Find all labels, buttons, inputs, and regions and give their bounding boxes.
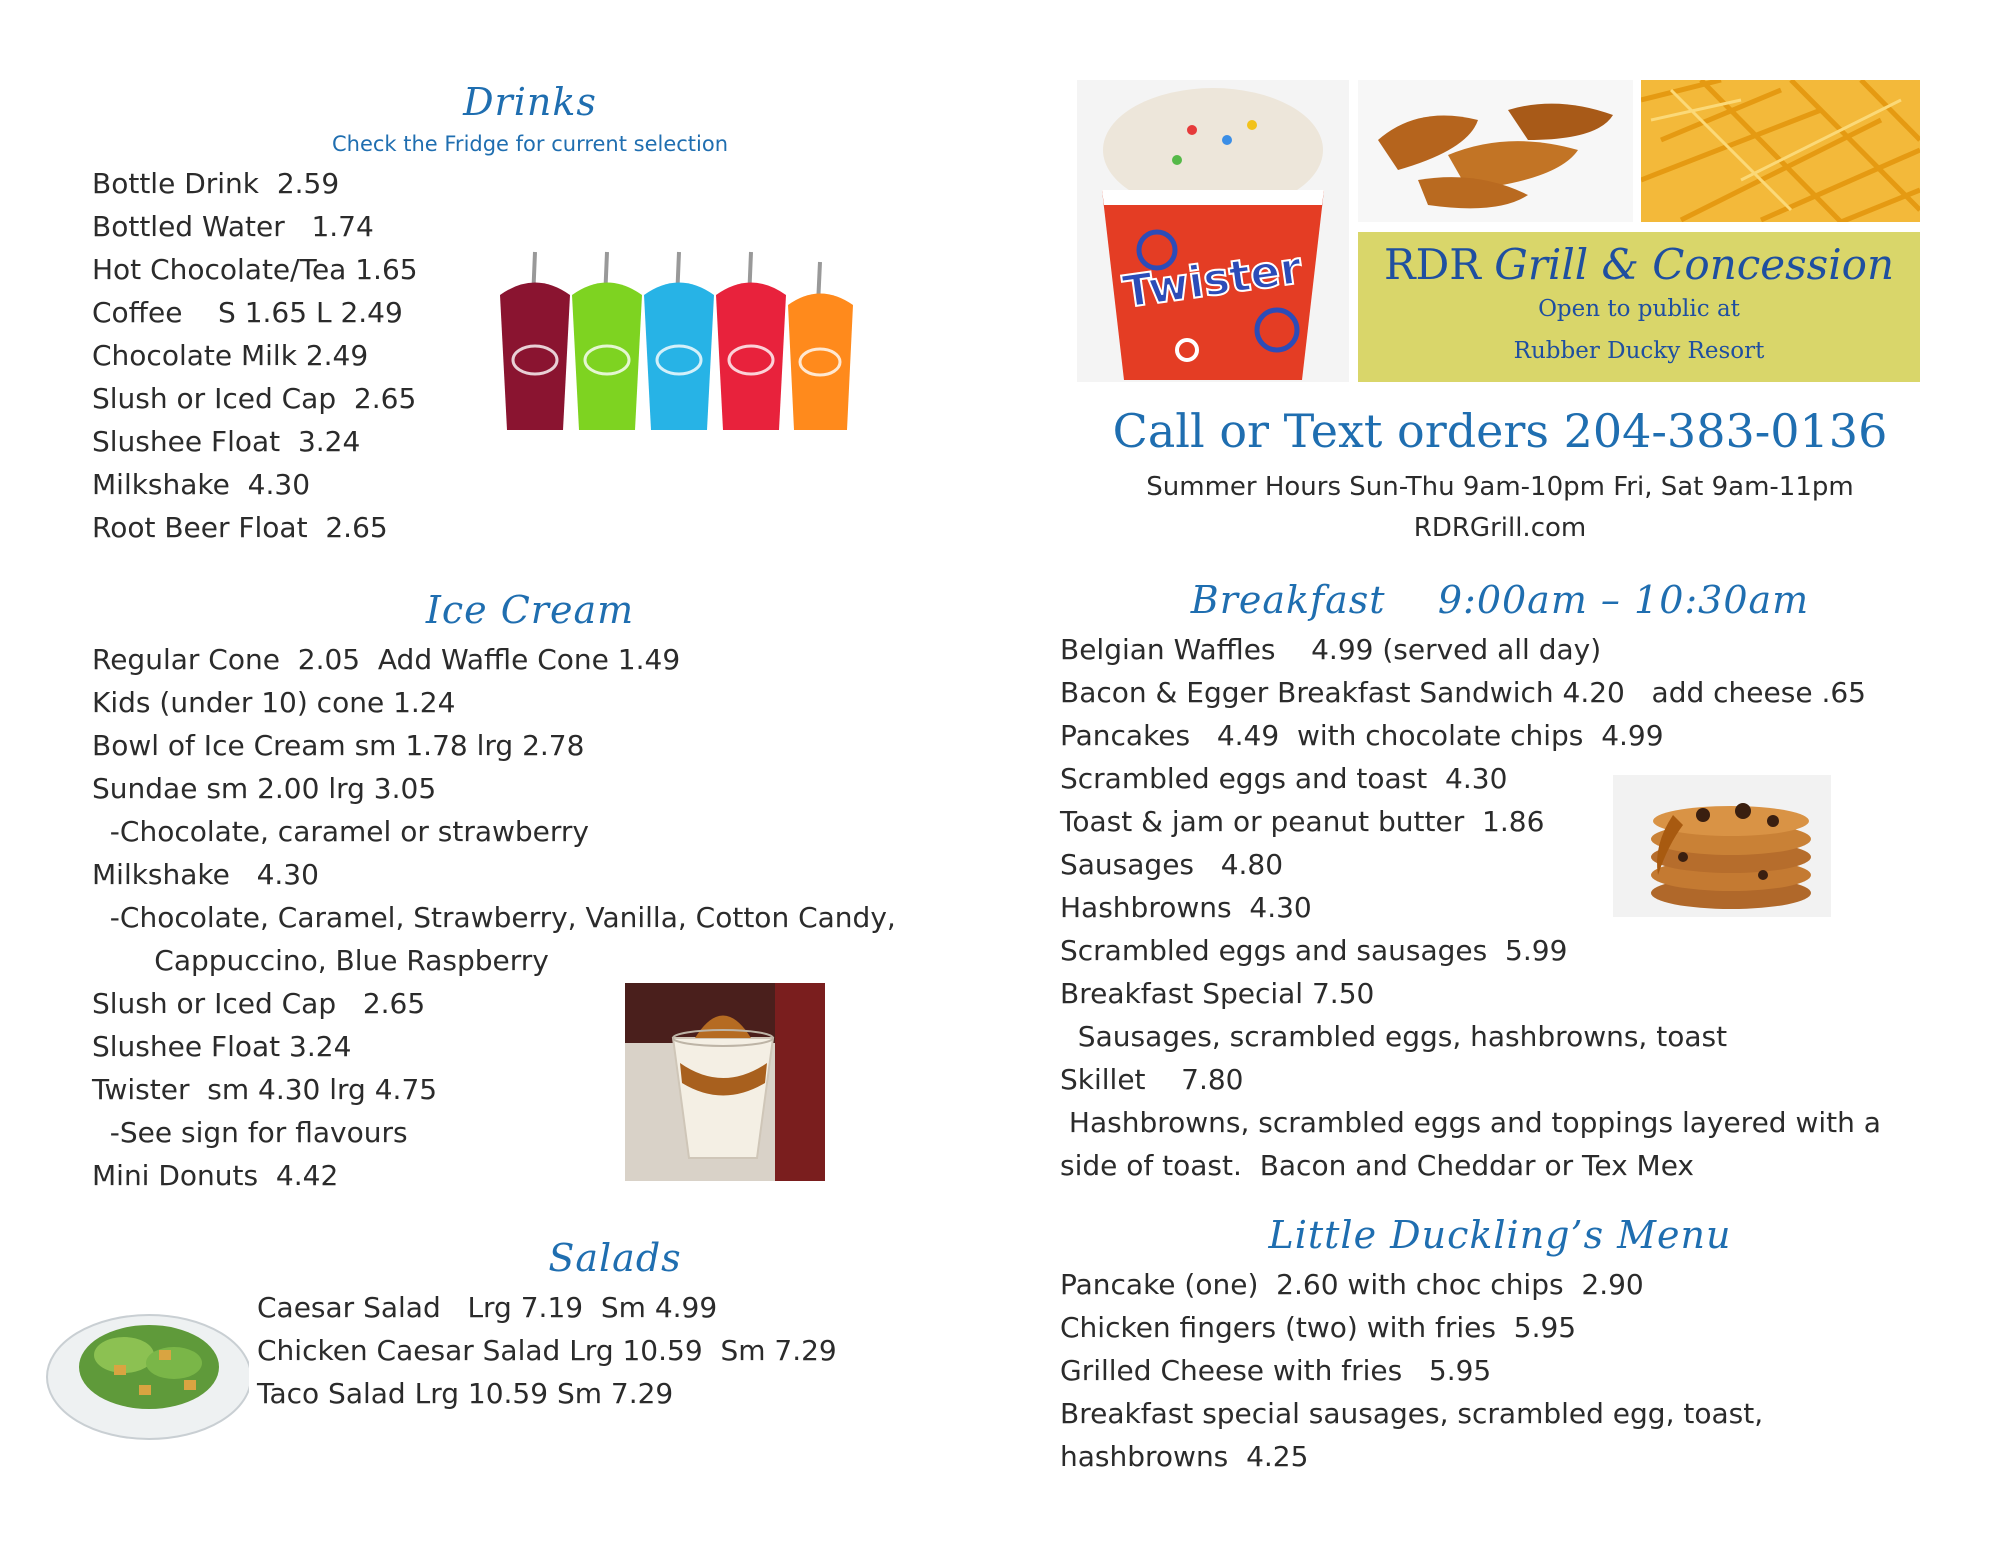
list-item: Regular Cone 2.05 Add Waffle Cone 1.49	[92, 643, 681, 676]
list-item: Chicken fingers (two) with fries 5.95	[1060, 1311, 1577, 1344]
website-link[interactable]: RDRGrill.com	[1413, 513, 1587, 543]
list-item: Hashbrowns 4.30	[1060, 891, 1312, 924]
list-item: Scrambled eggs and sausages 5.99	[1060, 934, 1568, 967]
list-item: Scrambled eggs and toast 4.30	[1060, 762, 1508, 795]
list-item: Bowl of Ice Cream sm 1.78 lrg 2.78	[92, 729, 585, 762]
slush-cups-image	[495, 250, 860, 440]
kids-menu-heading: Little Duckling’s Menu	[1268, 1213, 1732, 1257]
list-item: Toast & jam or peanut butter 1.86	[1060, 805, 1545, 838]
list-item: Grilled Cheese with fries 5.95	[1060, 1354, 1492, 1387]
ice-cream-heading: Ice Cream	[425, 588, 635, 632]
list-item: Kids (under 10) cone 1.24	[92, 686, 456, 719]
drinks-list	[92, 162, 418, 549]
list-item: Sausages, scrambled eggs, hashbrowns, toast	[1060, 1020, 1728, 1053]
twister-cup-image	[1077, 80, 1349, 382]
twister-cup-text: Twister	[1119, 242, 1305, 319]
kids-menu-list	[1060, 1263, 1763, 1478]
contact-info	[1060, 467, 1940, 549]
banner-title	[1358, 240, 1920, 289]
chicken-fingers-image	[1358, 80, 1633, 222]
list-item: Chicken Caesar Salad Lrg 10.59 Sm 7.29	[257, 1334, 837, 1367]
banner	[1358, 232, 1920, 382]
list-item: Slush or Iced Cap 2.65	[92, 987, 426, 1020]
list-item: Belgian Waffles 4.99 (served all day)	[1060, 633, 1602, 666]
list-item: Slush or Iced Cap 2.65	[92, 382, 417, 415]
list-item: Mini Donuts 4.42	[92, 1159, 339, 1192]
list-item: Taco Salad Lrg 10.59 Sm 7.29	[257, 1377, 674, 1410]
list-item: -Chocolate, caramel or strawberry	[92, 815, 589, 848]
banner-line2: Rubber Ducky Resort	[1513, 338, 1765, 364]
list-item: Twister sm 4.30 lrg 4.75	[92, 1073, 438, 1106]
list-item: Coffee S 1.65 L 2.49	[92, 296, 403, 329]
banner-title-rest: Grill & Concession	[1494, 240, 1895, 289]
banner-title-rdr: RDR	[1383, 240, 1495, 289]
list-item: Bottled Water 1.74	[92, 210, 374, 243]
list-item: -See sign for flavours	[92, 1116, 408, 1149]
pancakes-image	[1613, 775, 1831, 917]
drinks-heading: Drinks	[463, 80, 597, 124]
list-item: Caesar Salad Lrg 7.19 Sm 4.99	[257, 1291, 718, 1324]
list-item: Hot Chocolate/Tea 1.65	[92, 253, 418, 286]
list-item: Milkshake 4.30	[92, 468, 311, 501]
list-item: Breakfast special sausages, scrambled egg, toast,	[1060, 1397, 1764, 1430]
call-text-orders: Call or Text orders 204-383-0136	[1112, 404, 1888, 458]
list-item: Slushee Float 3.24	[92, 425, 361, 458]
list-item: side of toast. Bacon and Cheddar or Tex Mex	[1060, 1149, 1695, 1182]
list-item: -Chocolate, Caramel, Strawberry, Vanilla, Cotton Candy,	[92, 901, 896, 934]
list-item: hashbrowns 4.25	[1060, 1440, 1309, 1473]
list-item: Cappuccino, Blue Raspberry	[92, 944, 549, 977]
list-item: Skillet 7.80	[1060, 1063, 1244, 1096]
summer-hours: Summer Hours Sun-Thu 9am-10pm Fri, Sat 9am-11pm	[1146, 472, 1854, 502]
list-item: Breakfast Special 7.50	[1060, 977, 1375, 1010]
fries-image	[1641, 80, 1920, 222]
list-item: Pancake (one) 2.60 with choc chips 2.90	[1060, 1268, 1644, 1301]
list-item: Sundae sm 2.00 lrg 3.05	[92, 772, 437, 805]
list-item: Slushee Float 3.24	[92, 1030, 352, 1063]
list-item: Bacon & Egger Breakfast Sandwich 4.20 add cheese .65	[1060, 676, 1866, 709]
banner-line1: Open to public at	[1538, 296, 1740, 322]
drinks-subtitle: Check the Fridge for current selection	[331, 132, 729, 156]
sundae-image	[625, 983, 825, 1181]
salads-list	[257, 1286, 837, 1415]
list-item: Milkshake 4.30	[92, 858, 319, 891]
salad-image	[44, 1285, 249, 1445]
list-item: Hashbrowns, scrambled eggs and toppings layered with a	[1060, 1106, 1881, 1139]
list-item: Root Beer Float 2.65	[92, 511, 388, 544]
breakfast-heading: Breakfast 9:00am – 10:30am	[1190, 578, 1810, 622]
list-item: Sausages 4.80	[1060, 848, 1284, 881]
list-item: Bottle Drink 2.59	[92, 167, 340, 200]
list-item: Pancakes 4.49 with chocolate chips 4.99	[1060, 719, 1664, 752]
list-item: Chocolate Milk 2.49	[92, 339, 369, 372]
salads-heading: Salads	[548, 1236, 682, 1280]
